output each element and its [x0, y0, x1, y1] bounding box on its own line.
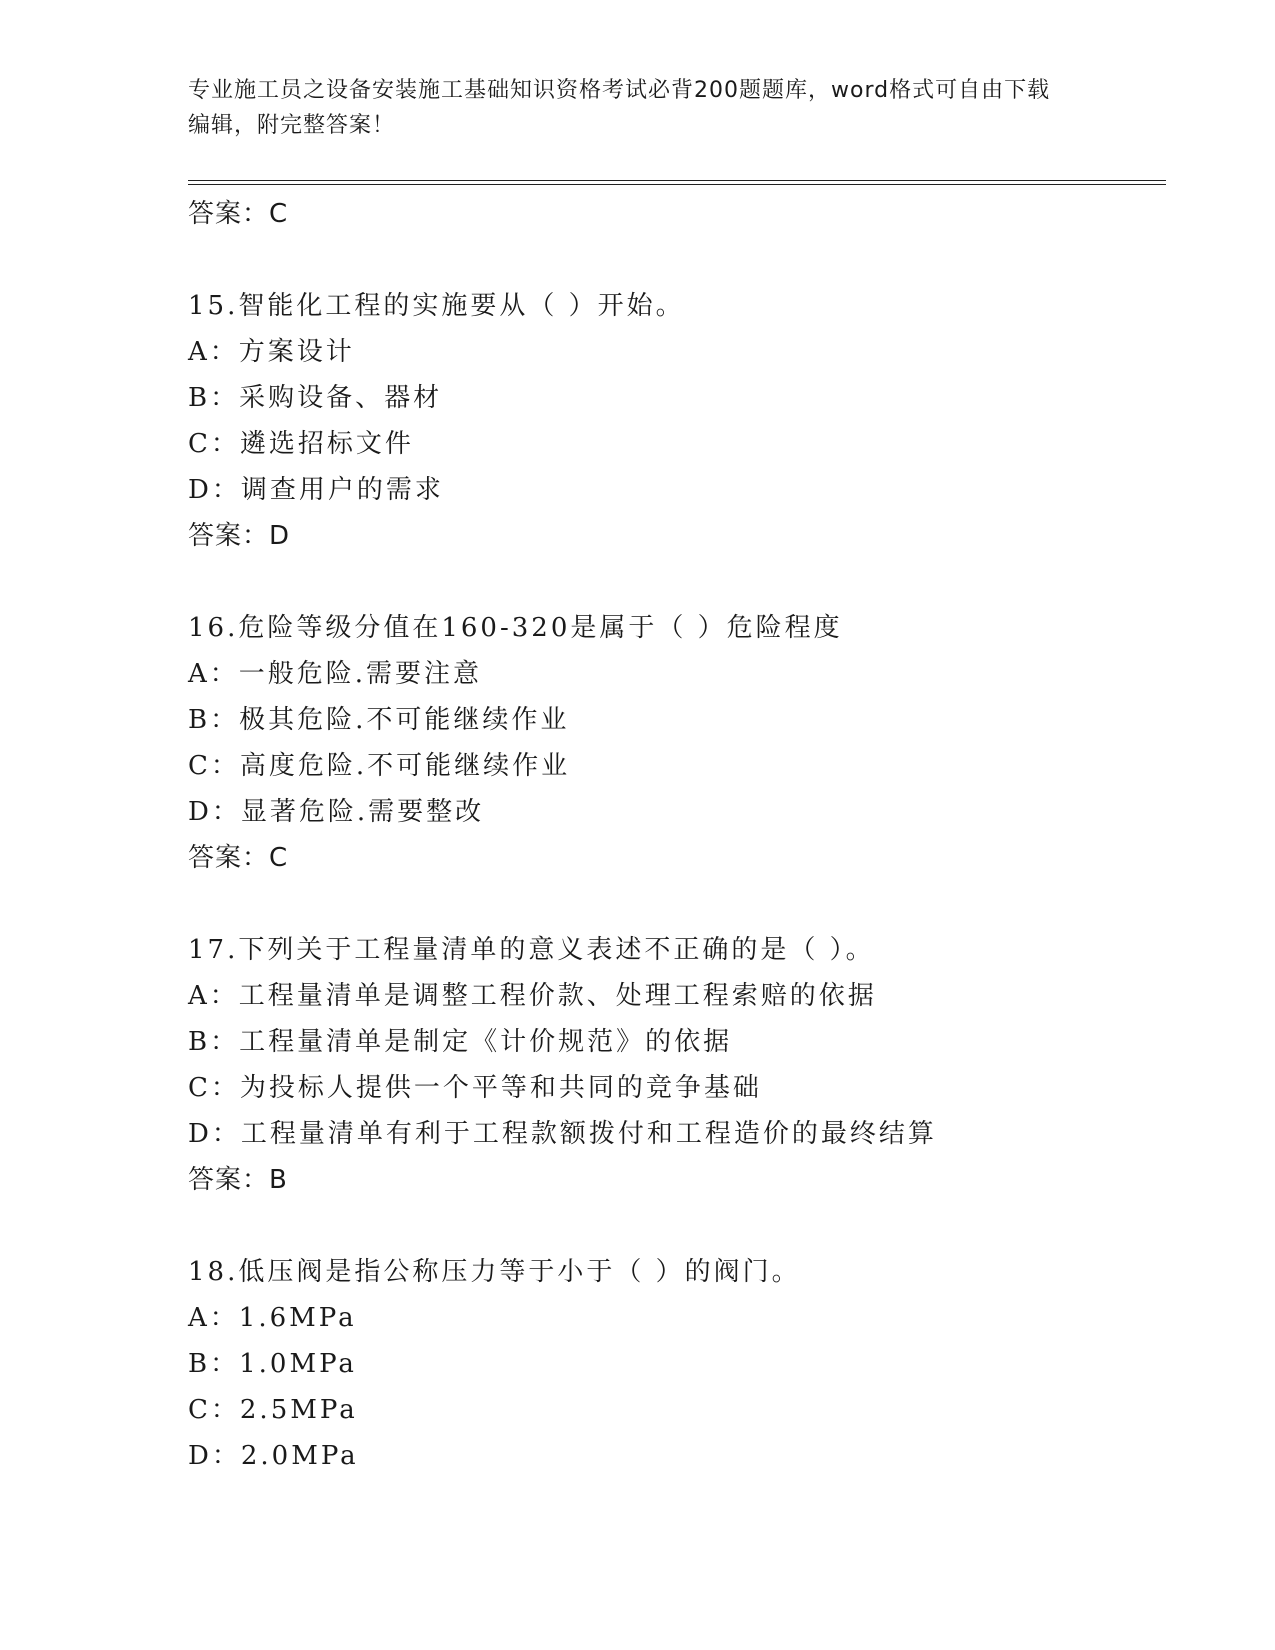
question-stem: 16.危险等级分值在160-320是属于（ ）危险程度	[188, 613, 843, 643]
answer-line: 答案：D	[188, 521, 291, 551]
question-option: A：工程量清单是调整工程价款、处理工程索赔的依据	[188, 981, 877, 1011]
question-stem: 17.下列关于工程量清单的意义表述不正确的是（ ）。	[188, 935, 875, 965]
question-option: B：1.0MPa	[188, 1349, 357, 1379]
question-option: C：遴选招标文件	[188, 429, 414, 459]
header-rule-bottom	[188, 184, 1166, 185]
question-option: A：一般危险.需要注意	[188, 659, 483, 689]
question-option: D：显著危险.需要整改	[188, 797, 485, 827]
question-option: C：高度危险.不可能继续作业	[188, 751, 571, 781]
question-stem: 15.智能化工程的实施要从（ ）开始。	[188, 291, 685, 321]
question-stem: 18.低压阀是指公称压力等于小于（ ）的阀门。	[188, 1257, 801, 1287]
spacer	[188, 1203, 1188, 1249]
answer-line: 答案：C	[188, 843, 289, 873]
question-option: B：工程量清单是制定《计价规范》的依据	[188, 1027, 733, 1057]
question-option: D：2.0MPa	[188, 1441, 359, 1471]
question-option: B：极其危险.不可能继续作业	[188, 705, 570, 735]
question-option: A：1.6MPa	[188, 1303, 357, 1333]
question-option: C：为投标人提供一个平等和共同的竞争基础	[188, 1073, 762, 1103]
question-option: D：工程量清单有利于工程款额拨付和工程造价的最终结算	[188, 1119, 937, 1149]
answer-line: 答案：C	[188, 199, 289, 229]
question-option: C：2.5MPa	[188, 1395, 358, 1425]
question-option: A：方案设计	[188, 337, 355, 367]
answer-line: 答案：B	[188, 1165, 288, 1195]
document-header: 专业施工员之设备安装施工基础知识资格考试必背200题题库，word格式可自由下载编辑，附完整答案！	[188, 78, 1051, 138]
spacer	[188, 559, 1188, 605]
question-list	[188, 191, 1188, 1479]
question-option: D：调查用户的需求	[188, 475, 444, 505]
spacer	[188, 881, 1188, 927]
question-option: B：采购设备、器材	[188, 383, 443, 413]
header-rule-top	[188, 180, 1166, 181]
spacer	[188, 237, 1188, 283]
